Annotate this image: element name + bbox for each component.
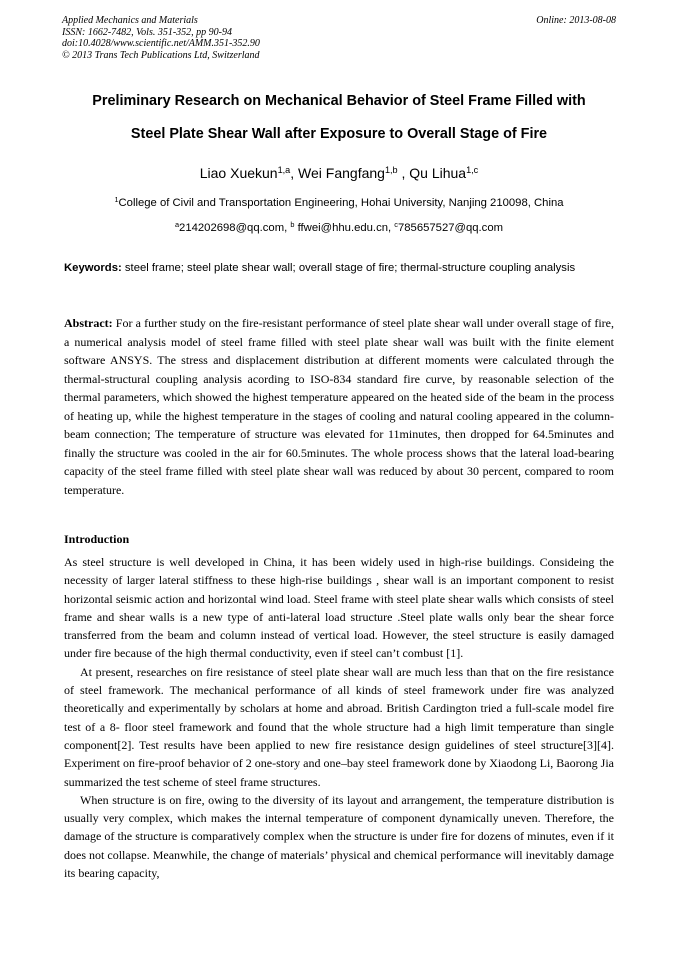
email-mark: c — [394, 220, 398, 230]
doi-line: doi:10.4028/www.scientific.net/AMM.351-352.90 — [62, 38, 260, 49]
email-mark: b — [290, 220, 295, 230]
email-link: 785657527@qq.com — [397, 222, 504, 234]
author-name: Liao Xuekun — [199, 165, 278, 181]
affiliation-text: College of Civil and Transportation Engineering, Hohai University, Nanjing 210098, China — [118, 197, 564, 209]
copyright-line: © 2013 Trans Tech Publications Ltd, Switzerland — [62, 49, 260, 61]
journal-name: Applied Mechanics and Materials — [62, 15, 198, 26]
title-line-1: Preliminary Research on Mechanical Behavior of Steel Frame Filled with — [92, 93, 586, 109]
author-list: Liao Xuekun$^{1,a}$, Wei Fangfang$^{1,b}$ , Qu Lihua$^{1,c}$ — [199, 165, 479, 181]
title-line-2: Steel Plate Shear Wall after Exposure to Overall Stage of Fire — [130, 126, 548, 142]
author-affiliation-mark: 1,a — [277, 165, 291, 176]
email-link: 214202698@qq.com — [179, 222, 285, 234]
journal-header — [62, 15, 616, 61]
email-mark: a — [174, 220, 180, 230]
issn-line: ISSN: 1662-7482, Vols. 351-352, pp 90-94 — [62, 26, 232, 38]
paragraph: When structure is on fire, owing to the diversity of its layout and arrangement, the temperature distribution is usually very complex, which makes the internal temperature of component dynamically uneven. Therefore, the damage of the structure is comparatively complex when the structure is under fire for dozens of minutes, even if it does not collapse. Meanwhile, the change of materials’ physical and chemical performance will inevitably damage its bearing capacity, — [64, 792, 614, 881]
affiliation — [0, 196, 678, 210]
online-date: Online: 2013-08-08 — [536, 15, 616, 26]
author-affiliation-mark: 1,c — [466, 165, 479, 176]
keywords-label: Keywords: — [64, 262, 122, 274]
abstract-label: Abstract: — [64, 316, 113, 330]
introduction-body — [64, 553, 614, 882]
email-link: ffwei@hhu.edu.cn — [297, 222, 389, 234]
affiliation-mark: 1 — [114, 195, 119, 205]
paragraph: At present, researches on fire resistance of steel plate shear wall are much less than that on the fire resistance of steel framework. The mechanical performance of all kinds of steel framework under fire was analyzed theoretically and experimentally by scholars at home and abroad. British Cardington tried a full-scale model fire test of a 8- floor steel framework and found that the whole structure had a high limit temperature than single component[2]. Test results have been applied to new fire resistance design guidelines of steel structure[3][4]. Experiment on fire-proof behavior of 2 one-story and one–bay steel framework done by Xiaodong Li, Baorong Jia summarized the test scheme of steel frame structures. — [64, 664, 614, 789]
keywords — [64, 260, 614, 276]
section-heading-introduction: Introduction — [64, 532, 130, 546]
author-name: Qu Lihua — [409, 165, 467, 181]
paper-title — [40, 92, 638, 144]
abstract — [64, 314, 614, 499]
paragraph: As steel structure is well developed in China, it has been widely used in high-rise buildings. Consideing the necessity of larger lateral stiffness to these high-rise buildings , shear wall is an important component to resist horizontal seismic action and horizontal wind load. Steel frame with steel plate shear walls which consists of steel frame and shear walls is a new type of anti-lateral load structure .Steel plate walls only bear the shear force transferred from the beam and column instead of vertical load. However, the steel structure is easily damaged under fire because of the high thermal conductivity, even if steel can’t combust [1]. — [64, 555, 614, 661]
keywords-text: steel frame; steel plate shear wall; overall stage of fire; thermal-structure coupling analysis — [124, 262, 576, 274]
abstract-text: For a further study on the fire-resistant performance of steel plate shear wall under overall stage of fire, a numerical analysis model of steel frame filled with steel plate shear wall was built with the finite element software ANSYS. The stress and displacement distribution at different moments were calculated through the thermal-structural coupling analysis acording to ISO-834 standard fire curve, by reasonable selection of the thermal parameters, which showed the highest temperature appeared on the heated side of the beam in the process of heating up, while the highest temperature in the stages of cooling and natural cooling appeared in the column-beam connection; The temperature of structure was elevated for 11minutes, then dropped for 64.5minutes and finally the structure was cooled in the air for 60.5minutes. The whole process shows that the lateral load-bearing capacity of the steel frame filled with steel plate shear wall was reduced by about 30 percent, compared to room temperature. — [64, 316, 614, 497]
author-emails: $^a$214202698@qq.com, $^b$ ffwei@hhu.edu.cn, $^c$785657527@qq.com — [174, 220, 504, 234]
author-name: Wei Fangfang — [298, 165, 385, 181]
author-affiliation-mark: 1,b — [384, 165, 398, 176]
